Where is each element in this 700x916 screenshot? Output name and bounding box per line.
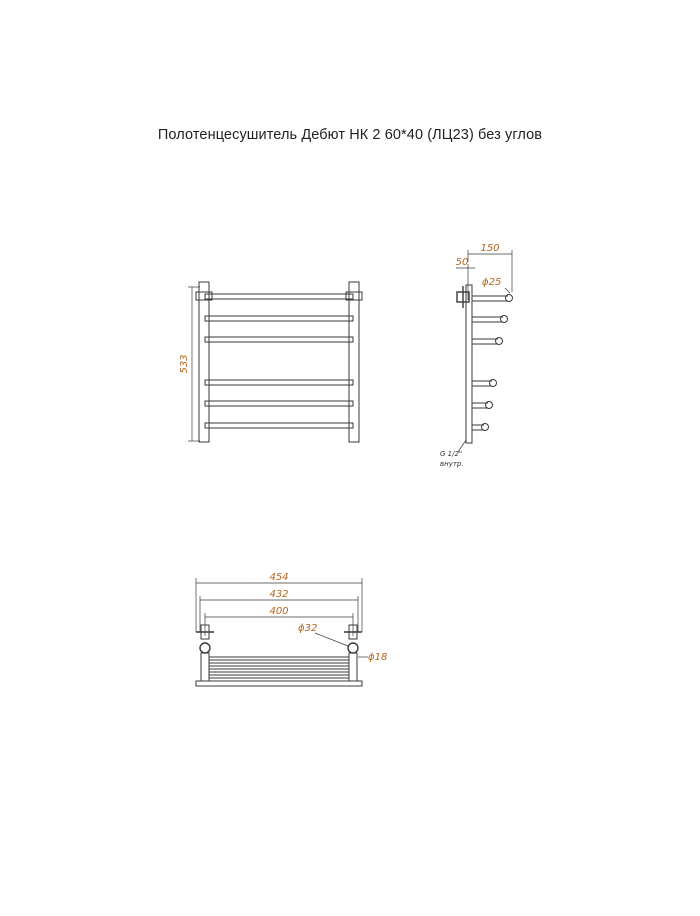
height-label: 533 [179, 354, 190, 374]
front-rungs [205, 294, 353, 428]
top-view [196, 572, 387, 686]
thread-label: G 1/2" [440, 450, 463, 458]
rung-end [501, 316, 508, 323]
side-rungs [472, 295, 513, 431]
left-post [199, 282, 209, 442]
right-post [349, 282, 359, 442]
rung-end [482, 424, 489, 431]
wall-fittings [196, 625, 362, 639]
left-post-top [200, 643, 210, 653]
rung [205, 294, 353, 299]
center-distance-label: 400 [269, 606, 289, 617]
right-post-top [348, 643, 358, 653]
top-bars [209, 657, 349, 678]
pipe-diameter-label: ϕ25 [482, 277, 502, 288]
offset-label: 50 [455, 257, 469, 268]
side-post [466, 285, 472, 443]
front-view [179, 282, 362, 442]
rung [205, 316, 353, 321]
rung-end [486, 402, 493, 409]
depth-label: 150 [480, 243, 500, 254]
rung [205, 401, 353, 406]
side-view [440, 243, 513, 468]
thread-note: внутр. [440, 460, 464, 468]
front-bar [196, 681, 362, 686]
bar-diameter-label: ϕ18 [368, 652, 388, 663]
rung [205, 423, 353, 428]
overall-width-label: 454 [269, 572, 289, 583]
page-title: Полотенцесушитель Дебют НК 2 60*40 (ЛЦ23) без углов [157, 127, 543, 143]
rung [205, 380, 353, 385]
rung-end [506, 295, 513, 302]
rung-end [496, 338, 503, 345]
rung [205, 337, 353, 342]
post-diameter-label: ϕ32 [298, 623, 318, 634]
rung-end [490, 380, 497, 387]
mount-width-label: 432 [269, 589, 289, 600]
